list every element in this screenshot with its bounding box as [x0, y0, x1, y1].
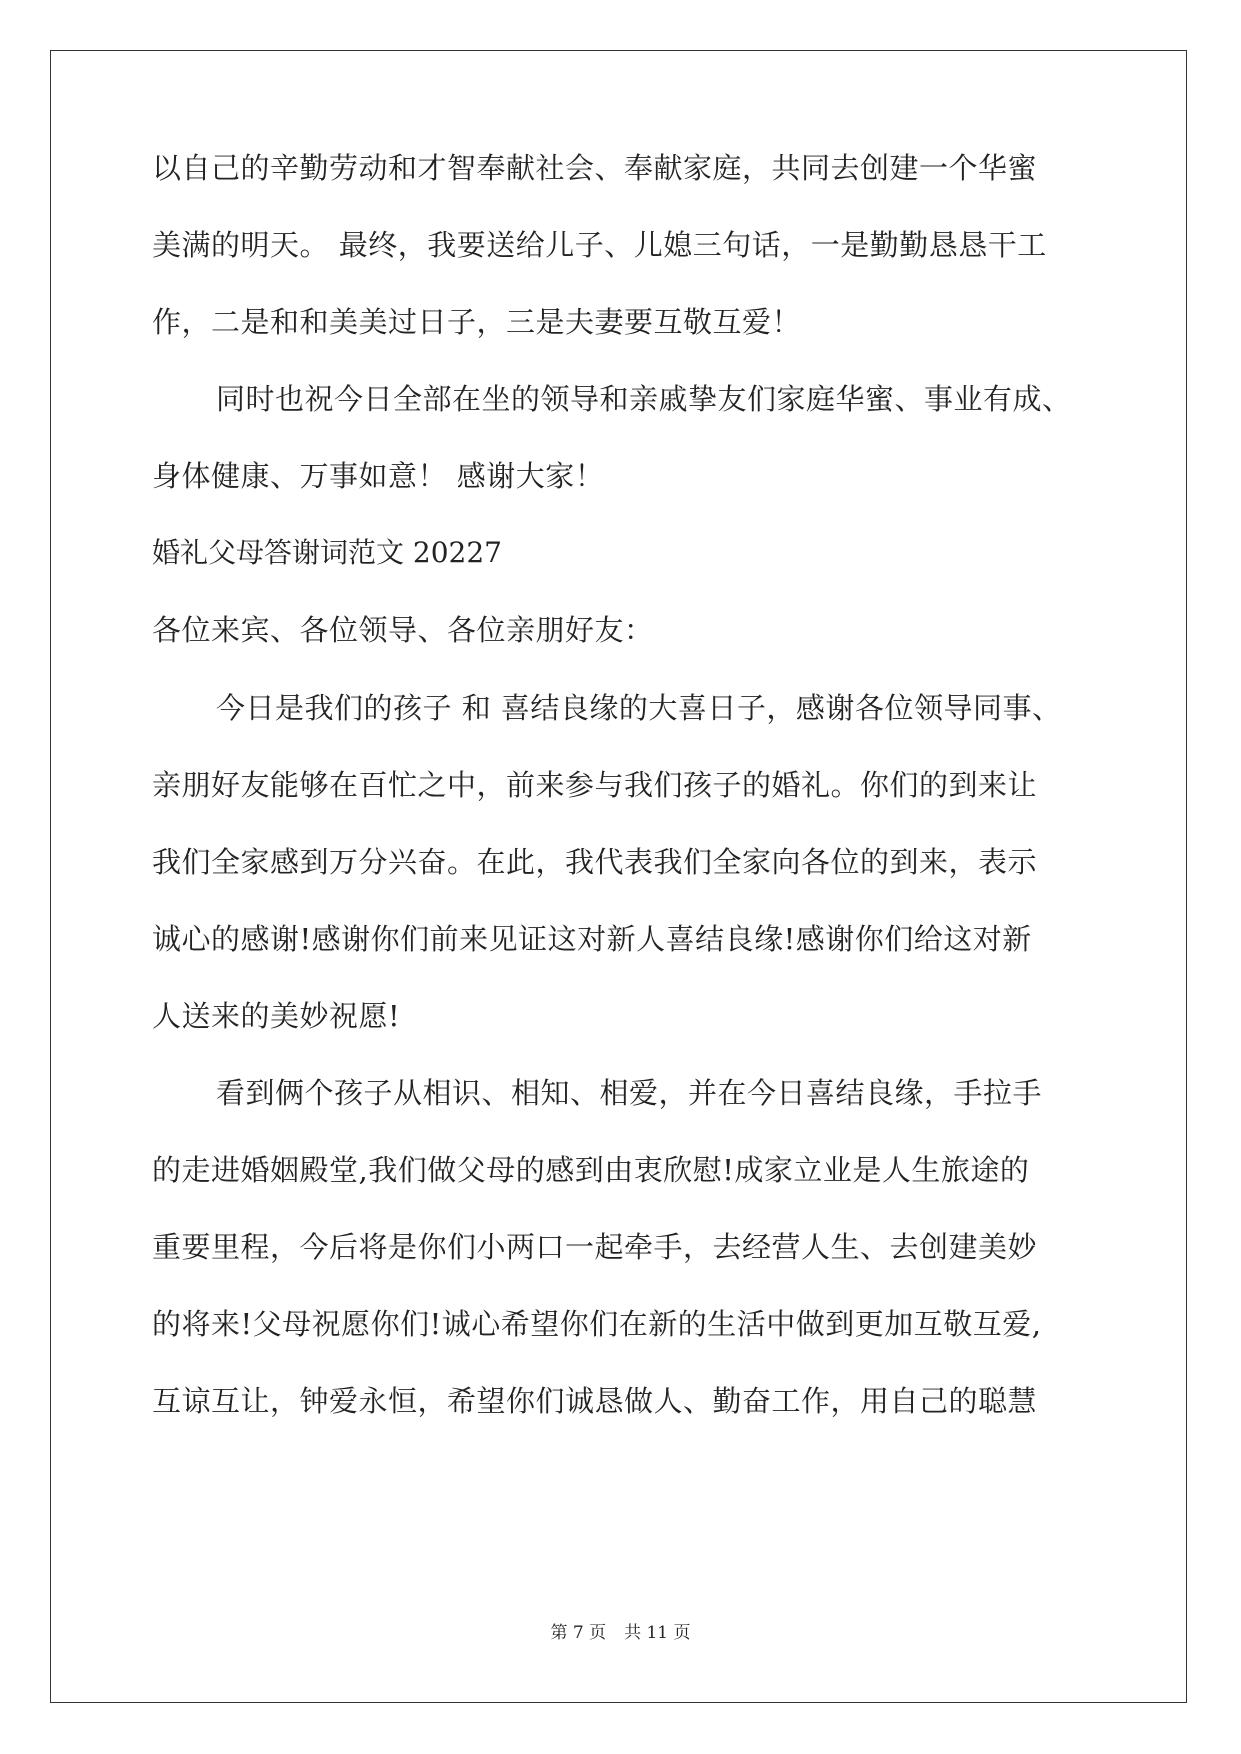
- salutation: 各位来宾、各位领导、各位亲朋好友：: [152, 613, 654, 647]
- page-total: 共 11 页: [624, 1623, 691, 1643]
- body-line: 人送来的美妙祝愿!: [152, 999, 401, 1033]
- body-line: 作，二是和和美美过日子，三是夫妻要互敬互爱！: [152, 305, 802, 339]
- body-line: 重要里程，今后将是你们小两口一起牵手，去经营人生、去创建美妙: [152, 1230, 1038, 1264]
- body-line: 以自己的辛勤劳动和才智奉献社会、奉献家庭，共同去创建一个华蜜: [152, 151, 1038, 185]
- body-line: 我们全家感到万分兴奋。在此，我代表我们全家向各位的到来，表示: [152, 845, 1038, 879]
- page-footer: [0, 1623, 1241, 1643]
- body-line: 互谅互让，钟爱永恒，希望你们诚恳做人、勤奋工作，用自己的聪慧: [152, 1384, 1038, 1418]
- body-line: 身体健康、万事如意！ 感谢大家！: [152, 459, 605, 493]
- paragraph-first-line: 今日是我们的孩子 和 喜结良缘的大喜日子，感谢各位领导同事、: [216, 691, 1062, 725]
- paragraph-first-line: 看到俩个孩子从相识、相知、相爱，并在今日喜结良缘，手拉手: [216, 1076, 1043, 1110]
- body-line: 的走进婚姻殿堂,我们做父母的感到由衷欣慰!成家立业是人生旅途的: [152, 1153, 1030, 1187]
- body-line: 美满的明天。 最终，我要送给儿子、儿媳三句话，一是勤勤恳恳干工: [152, 228, 1047, 262]
- body-line: 的将来!父母祝愿你们!诚心希望你们在新的生活中做到更加互敬互爱,: [152, 1307, 1042, 1341]
- body-line: 亲朋好友能够在百忙之中，前来参与我们孩子的婚礼。你们的到来让: [152, 768, 1038, 802]
- page-number: 第 7 页: [550, 1623, 607, 1643]
- body-line: 诚心的感谢!感谢你们前来见证这对新人喜结良缘!感谢你们给这对新: [152, 922, 1032, 956]
- section-title: 婚礼父母答谢词范文 20227: [152, 536, 502, 569]
- paragraph-first-line: 同时也祝今日全部在坐的领导和亲戚挚友们家庭华蜜、事业有成、: [216, 382, 1072, 416]
